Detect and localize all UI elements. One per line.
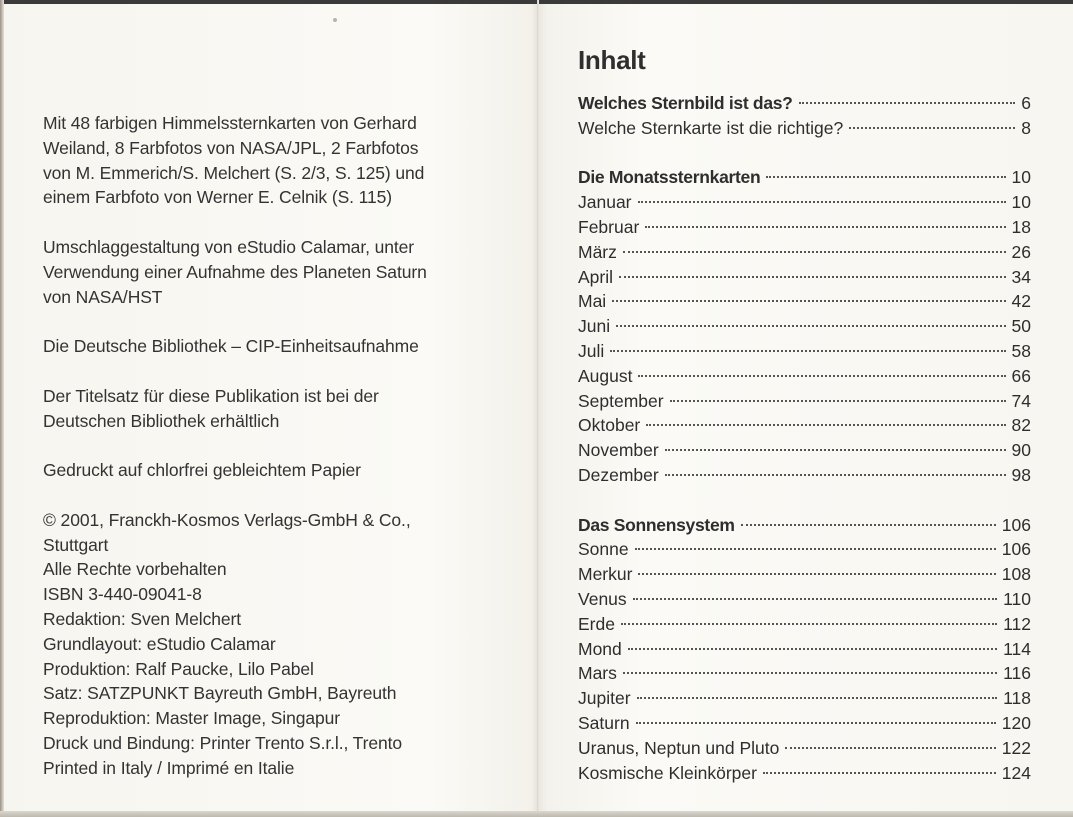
toc-page-number: 118 xyxy=(1003,688,1031,709)
toc-entry xyxy=(578,314,1031,339)
toc-entry xyxy=(578,438,1031,463)
toc-entry-label: Welches Sternbild ist das? xyxy=(578,93,793,113)
toc-section xyxy=(578,91,1031,141)
toc-entry-label: Kosmische Kleinkörper xyxy=(578,762,757,783)
toc-entry-label: Juli xyxy=(578,340,605,361)
cover-credit-paragraph: Umschlaggestaltung von eStudio Calamar, unter Verwendung einer Aufnahme des Planeten Saturn von NASA/HST xyxy=(43,236,427,307)
toc-entry xyxy=(578,711,1031,736)
toc-entry xyxy=(578,190,1031,215)
dot-leader xyxy=(635,548,996,550)
toc-entry-label: Januar xyxy=(578,192,632,213)
dot-leader xyxy=(628,648,997,650)
toc-page-number: 106 xyxy=(1001,539,1031,560)
toc-entry-label: Die Monatssternkarten xyxy=(578,167,761,188)
dot-leader xyxy=(616,325,1005,327)
dot-leader xyxy=(637,697,998,699)
toc-entry xyxy=(578,389,1031,414)
page-edge-bottom xyxy=(0,811,1073,817)
toc-page-number: 110 xyxy=(1003,588,1031,609)
toc-entry-label: November xyxy=(578,440,659,461)
toc-entry-label: Mond xyxy=(578,638,622,659)
credits-paragraph: Mit 48 farbigen Himmelssternkarten von Gerhard Weiland, 8 Farbfotos von NASA/JPL, 2 Farbfotos von M. Emmerich/S. Melchert (S. 2/3, S. 125) und einem Farbfoto von Werner E. Celnik (S. 115) xyxy=(43,113,425,208)
toc-entry-label: März xyxy=(578,241,617,262)
dot-leader xyxy=(638,201,1006,203)
toc-page-number: 114 xyxy=(1003,638,1031,659)
toc-page-number: 106 xyxy=(1001,514,1031,535)
toc-page-number: 108 xyxy=(1001,564,1031,585)
toc-page-number: 116 xyxy=(1003,663,1031,684)
toc-entry xyxy=(578,240,1031,265)
dot-leader xyxy=(766,176,1005,178)
toc-entry-label: Mai xyxy=(578,291,607,312)
toc-entry xyxy=(578,364,1031,389)
book-gutter xyxy=(537,0,539,817)
toc-page-number: 122 xyxy=(1001,737,1031,758)
dot-leader xyxy=(665,474,1006,476)
toc-entry xyxy=(578,562,1031,587)
toc-entry-label: Jupiter xyxy=(578,688,631,709)
dot-leader xyxy=(621,623,997,625)
toc-page-number: 10 xyxy=(1011,192,1031,213)
toc-entry xyxy=(578,686,1031,711)
toc-entry xyxy=(578,413,1031,438)
toc-entry xyxy=(578,463,1031,488)
toc-entry xyxy=(578,215,1031,240)
toc-entry-label: Saturn xyxy=(578,712,630,733)
title-record-paragraph: Der Titelsatz für diese Publikation ist bei der Deutschen Bibliothek erhältlich xyxy=(43,385,379,431)
toc-page-number: 124 xyxy=(1001,762,1031,783)
toc-entry-label: August xyxy=(578,365,633,386)
toc-entry xyxy=(578,736,1031,761)
toc-entry xyxy=(578,661,1031,686)
toc-entry-label: Juni xyxy=(578,316,611,337)
dot-leader xyxy=(665,449,1006,451)
toc-section-heading xyxy=(578,91,1031,116)
paper-note-paragraph: Gedruckt auf chlorfrei gebleichtem Papier xyxy=(43,460,361,481)
dot-leader xyxy=(646,424,1005,426)
toc-entry xyxy=(578,116,1031,141)
page-edge-left xyxy=(0,0,4,817)
dot-leader xyxy=(741,524,996,526)
toc-entry-label: September xyxy=(578,390,664,411)
dot-leader xyxy=(623,672,997,674)
dot-leader xyxy=(763,772,996,774)
toc-entry xyxy=(578,587,1031,612)
toc-entry-label: Das Sonnensystem xyxy=(578,514,735,535)
toc-entry xyxy=(578,637,1031,662)
toc-entry-label: Sonne xyxy=(578,539,629,560)
dot-leader xyxy=(619,276,1006,278)
toc-title: Inhalt xyxy=(578,45,646,75)
toc-entry-label: Merkur xyxy=(578,564,633,585)
toc-page-number: 82 xyxy=(1011,415,1031,436)
toc-entry-label: Mars xyxy=(578,663,617,684)
toc-page-number: 8 xyxy=(1021,117,1031,138)
dot-leader xyxy=(670,400,1006,402)
toc-entry xyxy=(578,537,1031,562)
toc-page-number: 10 xyxy=(1011,167,1031,188)
toc-page-number: 90 xyxy=(1011,440,1031,461)
dot-leader xyxy=(638,375,1005,377)
toc-entry-label: Welche Sternkarte ist die richtige? xyxy=(578,117,844,138)
dot-leader xyxy=(645,226,1005,228)
cip-paragraph: Die Deutsche Bibliothek – CIP-Einheitsaufnahme xyxy=(43,336,419,357)
dot-leader xyxy=(612,300,1005,302)
toc-entry xyxy=(578,289,1031,314)
dot-leader xyxy=(849,127,1015,129)
toc-entry-label: Uranus, Neptun und Pluto xyxy=(578,737,780,758)
toc-entry-label: Venus xyxy=(578,588,627,609)
toc-page-number: 50 xyxy=(1011,316,1031,337)
toc-page-number: 26 xyxy=(1011,241,1031,262)
toc-page-number: 6 xyxy=(1021,93,1031,113)
toc-page-number: 98 xyxy=(1011,464,1031,485)
toc-entry xyxy=(578,265,1031,290)
toc-section-heading xyxy=(578,165,1031,190)
toc-page-number: 18 xyxy=(1011,216,1031,237)
toc-entry xyxy=(578,339,1031,364)
toc-page-number: 66 xyxy=(1011,365,1031,386)
dot-leader xyxy=(799,102,1016,104)
toc-entry-label: Oktober xyxy=(578,415,641,436)
toc-entry-label: Dezember xyxy=(578,464,659,485)
dot-leader xyxy=(633,598,997,600)
toc-entry xyxy=(578,761,1031,786)
dot-leader xyxy=(785,747,995,749)
toc-sections xyxy=(578,91,1031,785)
toc-section xyxy=(578,165,1031,487)
paper-speck xyxy=(333,18,337,22)
toc-page-number: 34 xyxy=(1011,266,1031,287)
toc-page-number: 58 xyxy=(1011,340,1031,361)
toc-section-heading xyxy=(578,513,1031,538)
toc-entry-label: Februar xyxy=(578,216,640,237)
toc-section xyxy=(578,513,1031,786)
dot-leader xyxy=(623,251,1006,253)
toc-entry-label: April xyxy=(578,266,614,287)
toc-page-number: 120 xyxy=(1001,712,1031,733)
toc-page-number: 42 xyxy=(1011,291,1031,312)
toc-page-number: 74 xyxy=(1011,390,1031,411)
imprint-page xyxy=(43,111,513,781)
dot-leader xyxy=(610,350,1005,352)
dot-leader xyxy=(638,573,995,575)
table-of-contents xyxy=(578,44,1031,810)
dot-leader xyxy=(636,722,996,724)
toc-entry xyxy=(578,612,1031,637)
toc-entry-label: Erde xyxy=(578,613,615,634)
copyright-paragraph: © 2001, Franckh-Kosmos Verlags-GmbH & Co., Stuttgart Alle Rechte vorbehalten ISBN 3-440-09041-8 Redaktion: Sven Melchert Grundlayout: eStudio Calamar Produktion: Ralf Paucke, Lilo Pabel Satz: SATZPUNKT Bayreuth GmbH, Bayreuth Reproduktion: Master Image, Singapur Druck und Bindung: Printer Trento S.r.l., Trento Printed in Italy / Imprimé en Italie xyxy=(43,509,411,778)
toc-page-number: 112 xyxy=(1003,613,1031,634)
